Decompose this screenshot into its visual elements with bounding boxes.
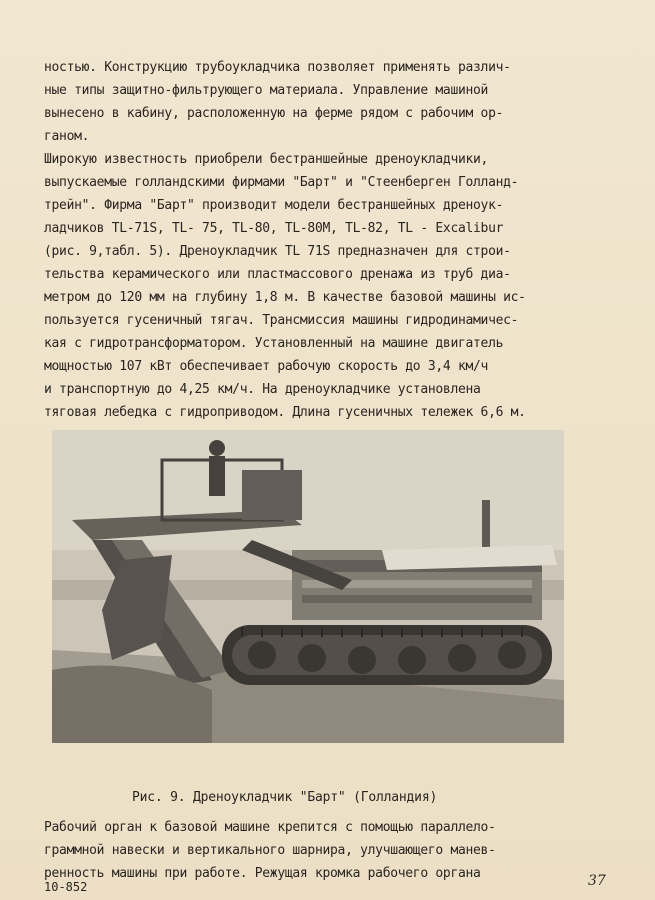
text-line: ренность машины при работе. Режущая кромка рабочего органа (44, 866, 481, 881)
text-line: мощностью 107 кВт обеспечивает рабочую скорость до 3,4 км/ч (44, 359, 489, 374)
text-line: граммной навески и вертикального шарнира, улучшающего манев- (44, 843, 496, 858)
footer-signature: 10-852 (44, 880, 88, 894)
text-line: трейн". Фирма "Барт" производит модели бестраншейных дреноук- (44, 198, 504, 213)
text-line: ностью. Конструкцию трубоукладчика позволяет применять различ- (44, 60, 511, 75)
text-line: пользуется гусеничный тягач. Трансмиссия машины гидродинамичес- (44, 313, 519, 328)
text-line: ладчиков TL-71S, TL- 75, TL-80, TL-80M, TL-82, TL - Excalibur (44, 221, 504, 236)
body-text-bottom (44, 816, 604, 885)
text-line: ные типы защитно-фильтрующего материала. Управление машиной (44, 83, 489, 98)
text-line: кая с гидротрансформатором. Установленный на машине двигатель (44, 336, 504, 351)
text-line: ганом. (44, 129, 90, 144)
page-number: 37 (588, 873, 606, 889)
text-line: метром до 120 мм на глубину 1,8 м. В качестве базовой машины ис- (44, 290, 526, 305)
text-line: Рабочий орган к базовой машине крепится с помощью параллело- (44, 820, 496, 835)
drainage-machine-photo (52, 430, 564, 743)
text-line: и транспортную до 4,25 км/ч. На дреноукладчике установлена (44, 382, 481, 397)
text-line: (рис. 9,табл. 5). Дреноукладчик TL 71S предназначен для строи- (44, 244, 511, 259)
figure-caption: Рис. 9. Дреноукладчик "Барт" (Голландия) (132, 790, 438, 805)
text-line: тяговая лебедка с гидроприводом. Длина гусеничных тележек 6,6 м. (44, 405, 526, 420)
body-text-top (44, 56, 604, 424)
text-line: Широкую известность приобрели бестраншейные дреноукладчики, (44, 152, 489, 167)
text-line: вынесено в кабину, расположенную на ферме рядом с рабочим ор- (44, 106, 504, 121)
text-line: выпускаемые голландскими фирмами "Барт" и "Стеенберген Голланд- (44, 175, 519, 190)
text-line: тельства керамического или пластмассового дренажа из труб диа- (44, 267, 511, 282)
